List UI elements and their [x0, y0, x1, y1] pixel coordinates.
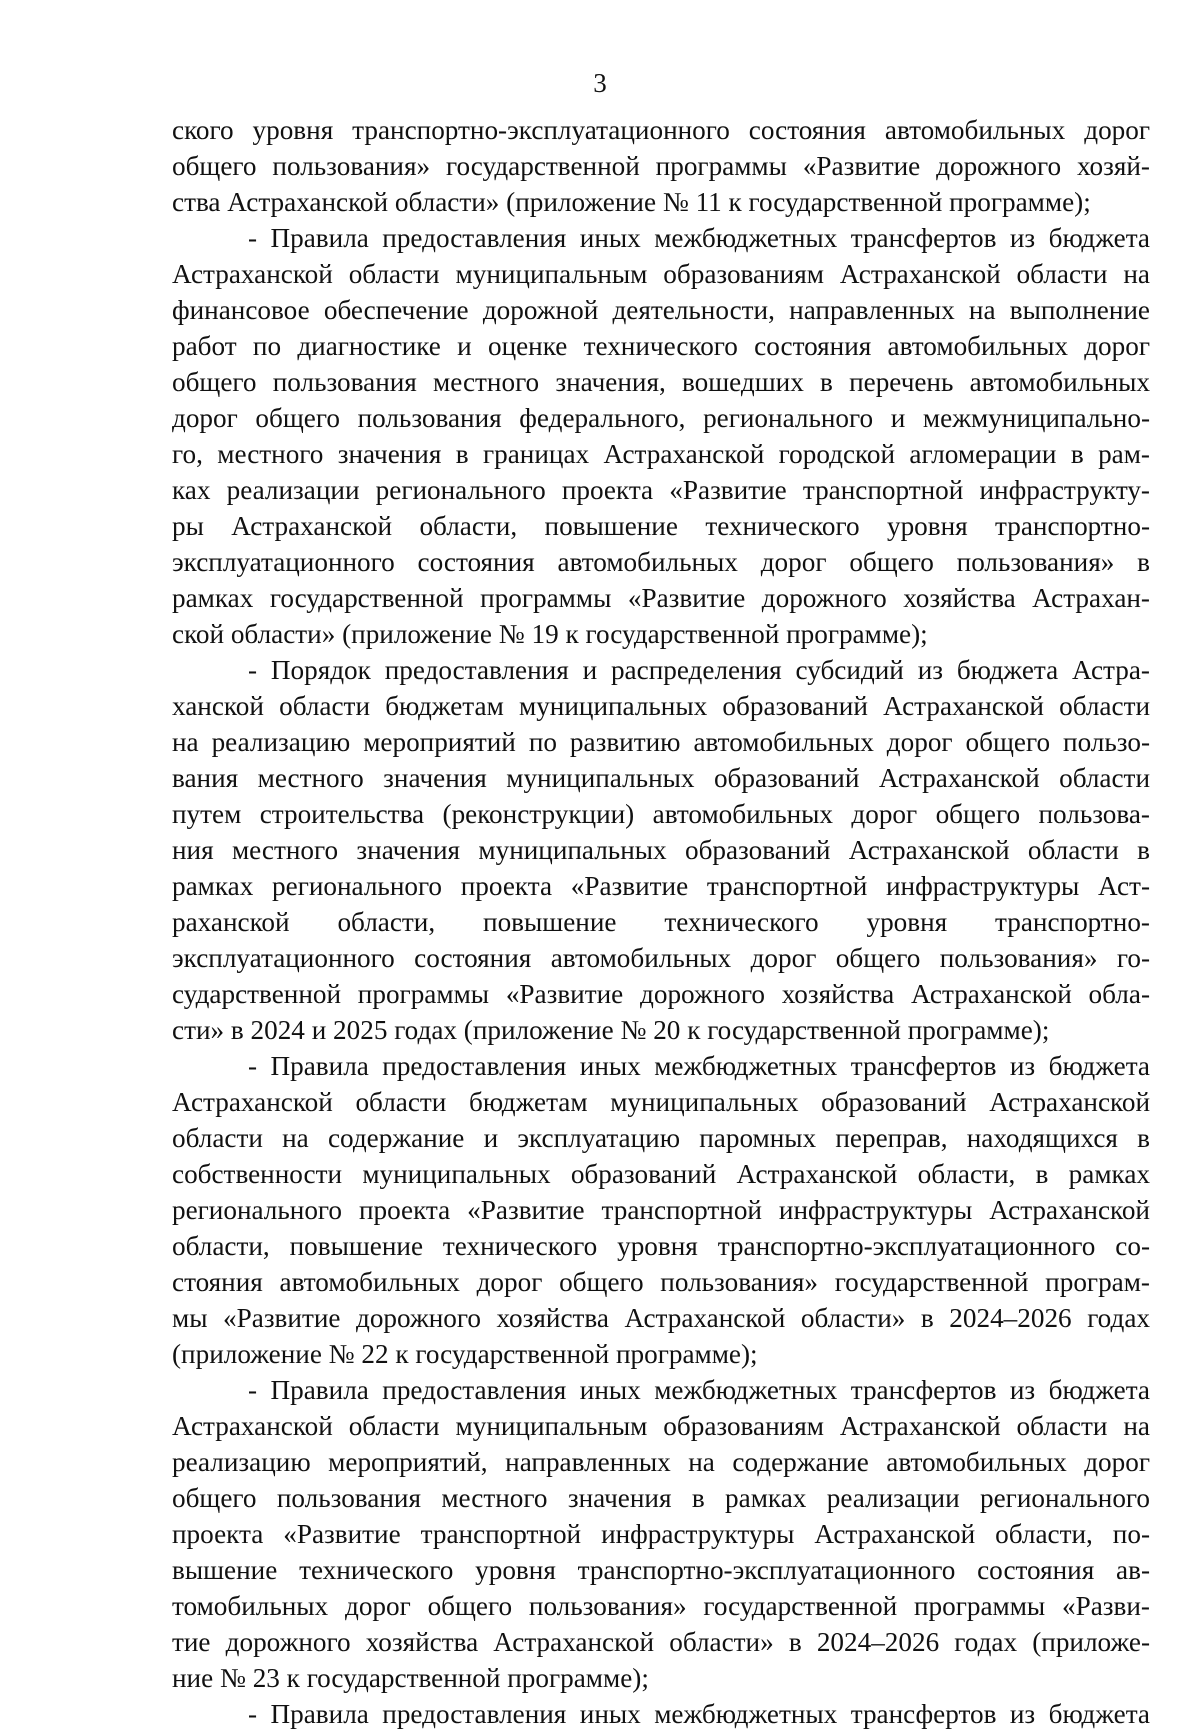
text-line: раханской области, повышение технического уровня транспортно- — [172, 907, 1150, 937]
text-line: сударственной программы «Развитие дорожного хозяйства Астраханской обла- — [172, 979, 1150, 1009]
text-line: общего пользования местного значения, вошедших в перечень автомобильных — [172, 367, 1150, 397]
paragraph-first-line: - Порядок предоставления и распределения субсидий из бюджета Астра- — [248, 655, 1150, 685]
text-line: ства Астраханской области» (приложение № 11 к государственной программе); — [172, 187, 1091, 217]
text-line: рамках регионального проекта «Развитие транспортной инфраструктуры Аст- — [172, 871, 1150, 901]
paragraph-first-line: - Правила предоставления иных межбюджетных трансфертов из бюджета — [248, 1699, 1150, 1729]
document-body — [172, 112, 1150, 1732]
text-line: ханской области бюджетам муниципальных образований Астраханской области — [172, 691, 1150, 721]
text-line: рамках государственной программы «Развитие дорожного хозяйства Астрахан- — [172, 583, 1150, 613]
text-line: эксплуатационного состояния автомобильных дорог общего пользования» го- — [172, 943, 1150, 973]
paragraph-first-line: - Правила предоставления иных межбюджетных трансфертов из бюджета — [248, 1051, 1150, 1081]
text-line: ния местного значения муниципальных образований Астраханской области в — [172, 835, 1150, 865]
text-line: собственности муниципальных образований Астраханской области, в рамках — [172, 1159, 1150, 1189]
text-line: ской области» (приложение № 19 к государственной программе); — [172, 619, 928, 649]
text-line: дорог общего пользования федерального, регионального и межмуниципально- — [172, 403, 1150, 433]
text-line: области на содержание и эксплуатацию паромных переправ, находящихся в — [172, 1123, 1150, 1153]
text-line: проекта «Развитие транспортной инфраструктуры Астраханской области, по- — [172, 1519, 1150, 1549]
text-line: сти» в 2024 и 2025 годах (приложение № 20 к государственной программе); — [172, 1015, 1050, 1045]
paragraph-first-line: - Правила предоставления иных межбюджетных трансфертов из бюджета — [248, 223, 1150, 253]
text-line: стояния автомобильных дорог общего пользования» государственной програм- — [172, 1267, 1150, 1297]
text-line: томобильных дорог общего пользования» государственной программы «Разви- — [172, 1591, 1150, 1621]
text-line: общего пользования» государственной программы «Развитие дорожного хозяй- — [172, 151, 1150, 181]
text-line: вышение технического уровня транспортно-эксплуатационного состояния ав- — [172, 1555, 1150, 1585]
text-line: регионального проекта «Развитие транспортной инфраструктуры Астраханской — [172, 1195, 1150, 1225]
text-line: реализацию мероприятий, направленных на содержание автомобильных дорог — [172, 1447, 1150, 1477]
text-line: финансовое обеспечение дорожной деятельности, направленных на выполнение — [172, 295, 1150, 325]
text-line: мы «Развитие дорожного хозяйства Астраханской области» в 2024–2026 годах — [172, 1303, 1150, 1333]
paragraph-first-line: - Правила предоставления иных межбюджетных трансфертов из бюджета — [248, 1375, 1150, 1405]
text-line: ках реализации регионального проекта «Развитие транспортной инфраструкту- — [172, 475, 1150, 505]
text-line: Астраханской области бюджетам муниципальных образований Астраханской — [172, 1087, 1150, 1117]
text-line: путем строительства (реконструкции) автомобильных дорог общего пользова- — [172, 799, 1150, 829]
text-line: Астраханской области муниципальным образованиям Астраханской области на — [172, 1411, 1150, 1441]
text-line: ние № 23 к государственной программе); — [172, 1663, 649, 1693]
text-line: тие дорожного хозяйства Астраханской области» в 2024–2026 годах (приложе- — [172, 1627, 1150, 1657]
text-line: Астраханской области муниципальным образованиям Астраханской области на — [172, 259, 1150, 289]
text-line: области, повышение технического уровня транспортно-эксплуатационного со- — [172, 1231, 1150, 1261]
text-line: работ по диагностике и оценке технического состояния автомобильных дорог — [172, 331, 1150, 361]
text-line: (приложение № 22 к государственной программе); — [172, 1339, 758, 1369]
text-line: общего пользования местного значения в рамках реализации регионального — [172, 1483, 1150, 1513]
text-line: го, местного значения в границах Астраханской городской агломерации в рам- — [172, 439, 1150, 469]
text-line: ры Астраханской области, повышение технического уровня транспортно- — [172, 511, 1150, 541]
text-line: на реализацию мероприятий по развитию автомобильных дорог общего пользо- — [172, 727, 1150, 757]
text-line: эксплуатационного состояния автомобильных дорог общего пользования» в — [172, 547, 1150, 577]
text-line: ского уровня транспортно-эксплуатационного состояния автомобильных дорог — [172, 115, 1150, 145]
text-line: вания местного значения муниципальных образований Астраханской области — [172, 763, 1150, 793]
page-number: 3 — [593, 68, 607, 98]
